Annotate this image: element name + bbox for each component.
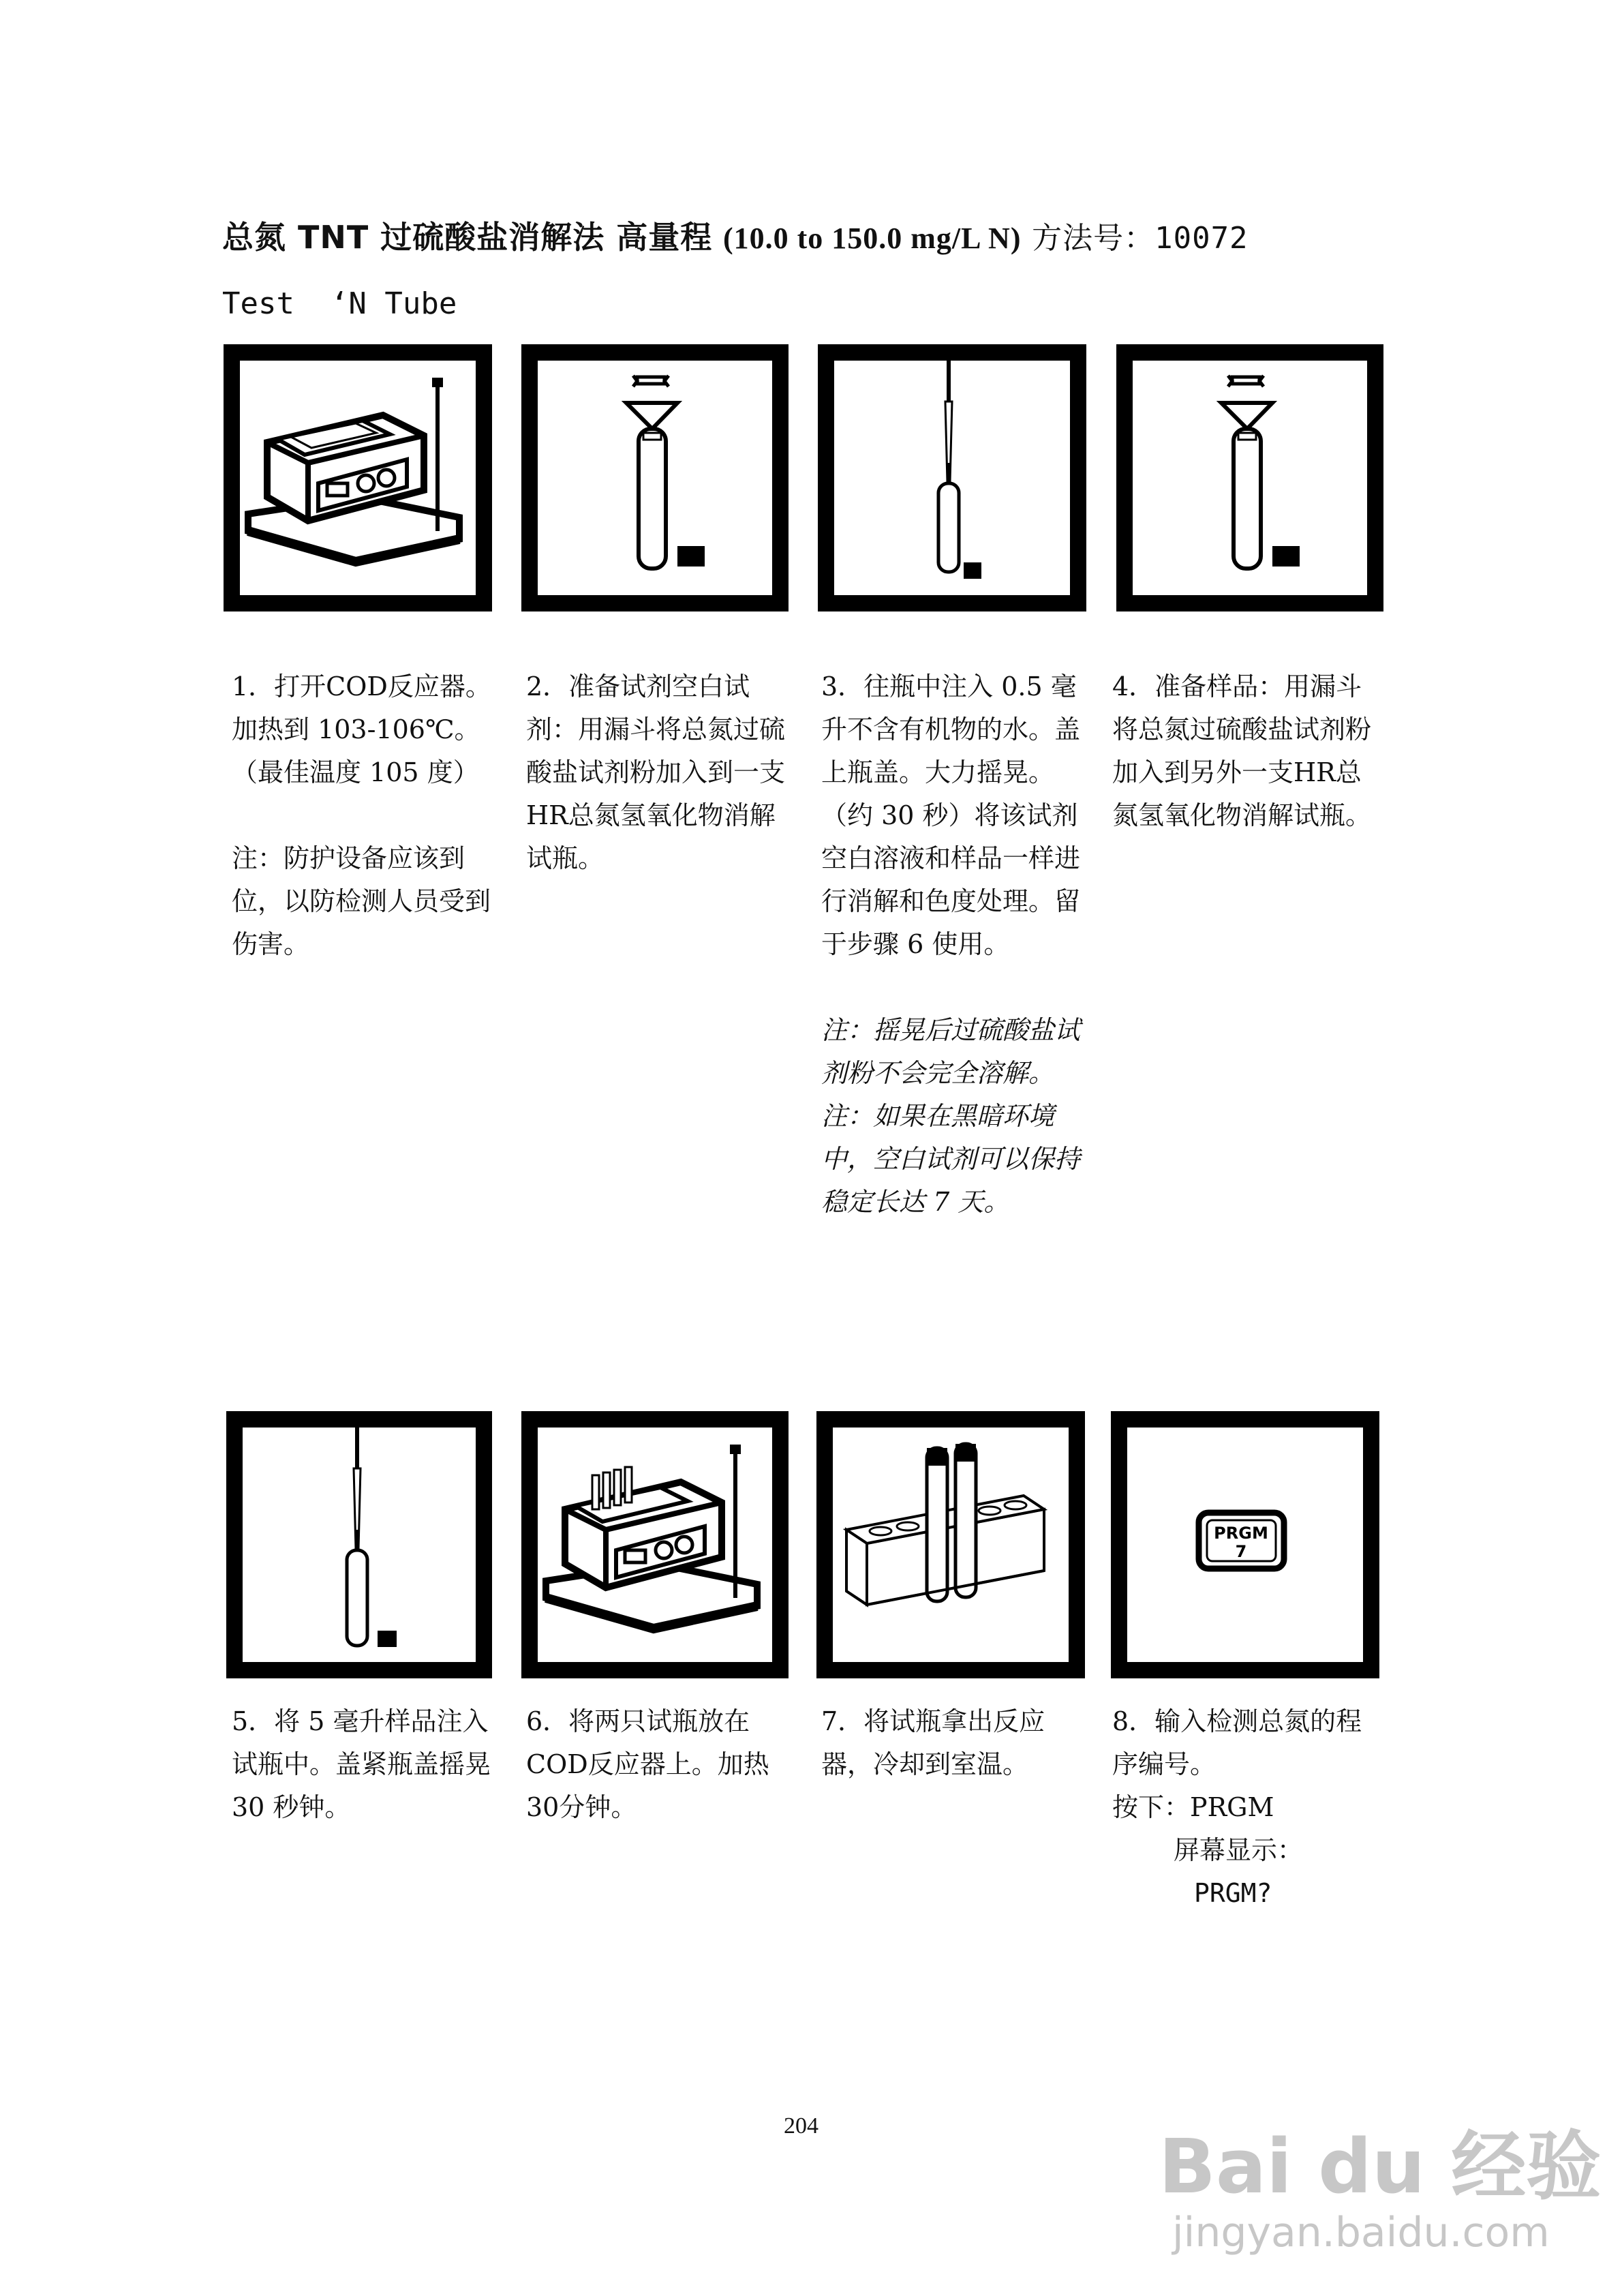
step3-text xyxy=(821,665,1087,1224)
step4-paragraph: 4．准备样品：用漏斗将总氮过硫酸盐试剂粉加入到另外一支HR总氮氢氧化物消解试瓶。 xyxy=(1112,671,1372,830)
step8-press: 按下：PRGM xyxy=(1112,1792,1274,1822)
step1-note: 注：防护设备应该到位，以防检测人员受到伤害。 xyxy=(232,843,491,959)
step7-paragraph: 7．将试瓶拿出反应器，冷却到室温。 xyxy=(821,1706,1045,1779)
step1-text xyxy=(232,665,498,966)
pipette-tube-icon xyxy=(834,361,1070,595)
title-method: 方法号：10072 xyxy=(1032,221,1249,256)
step6-image xyxy=(521,1411,789,1678)
cod-reactor-icon xyxy=(240,361,476,595)
step5-paragraph: 5．将 5 毫升样品注入试瓶中。盖紧瓶盖摇晃 30 秒钟。 xyxy=(232,1706,491,1822)
step8-paragraph: 8．输入检测总氮的程序编号。 xyxy=(1112,1706,1362,1779)
cod-reactor-with-tubes-icon xyxy=(538,1428,772,1662)
step4-text xyxy=(1112,665,1378,837)
step4-image xyxy=(1116,344,1383,611)
pipette-tube-icon xyxy=(243,1428,476,1662)
page-title xyxy=(222,213,1249,258)
step3-image xyxy=(818,344,1086,611)
step7-text xyxy=(821,1700,1087,1786)
tube-rack-icon xyxy=(833,1428,1069,1662)
step3-paragraph: 3．往瓶中注入 0.5 毫升不含有机物的水。盖上瓶盖。大力摇晃。（约 30 秒）将该试剂空白溶液和样品一样进行消解和色度处理。留于步骤 6 使用。 xyxy=(821,671,1081,959)
funnel-tube-icon xyxy=(538,361,772,595)
step5-image xyxy=(226,1411,492,1678)
step1-image xyxy=(224,344,492,611)
step2-paragraph: 2．准备试剂空白试剂：用漏斗将总氮过硫酸盐试剂粉加入到一支HR总氮氢氧化物消解试瓶。 xyxy=(526,671,786,873)
step8-display-label: 屏幕显示： xyxy=(1174,1835,1304,1865)
step2-image xyxy=(521,344,789,611)
step3-note-1: 注：摇晃后过硫酸盐试剂粉不会完全溶解。 xyxy=(821,1015,1081,1088)
watermark-url: jingyan.baidu.com xyxy=(1172,2209,1550,2256)
step8-display-value: PRGM? xyxy=(1194,1878,1272,1908)
prgm-key-number: 7 xyxy=(1235,1542,1247,1561)
step3-note-2: 注：如果在黑暗环境中，空白试剂可以保持稳定长达 7 天。 xyxy=(821,1101,1081,1217)
title-range: (10.0 to 150.0 mg/L N) xyxy=(722,222,1022,255)
step1-paragraph: 1．打开COD反应器。加热到 103-106℃。（最佳温度 105 度） xyxy=(232,671,491,787)
page-subtitle: Test ‘N Tube xyxy=(222,286,457,321)
prgm-key-icon xyxy=(1127,1428,1363,1662)
step8-image xyxy=(1111,1411,1379,1678)
step6-text xyxy=(526,1700,792,1829)
step2-text xyxy=(526,665,792,880)
funnel-tube-icon xyxy=(1133,361,1367,595)
title-main: 总氮 TNT 过硫酸盐消解法 高量程 xyxy=(222,219,713,256)
page-number: 204 xyxy=(784,2113,818,2139)
step6-paragraph: 6．将两只试瓶放在COD反应器上。加热30分钟。 xyxy=(526,1706,769,1822)
prgm-key-label: PRGM xyxy=(1214,1524,1268,1543)
watermark-brand: Bai du 经验 xyxy=(1159,2123,1602,2210)
step7-image xyxy=(816,1411,1085,1678)
step5-text xyxy=(232,1700,498,1829)
step8-text xyxy=(1112,1700,1378,1915)
